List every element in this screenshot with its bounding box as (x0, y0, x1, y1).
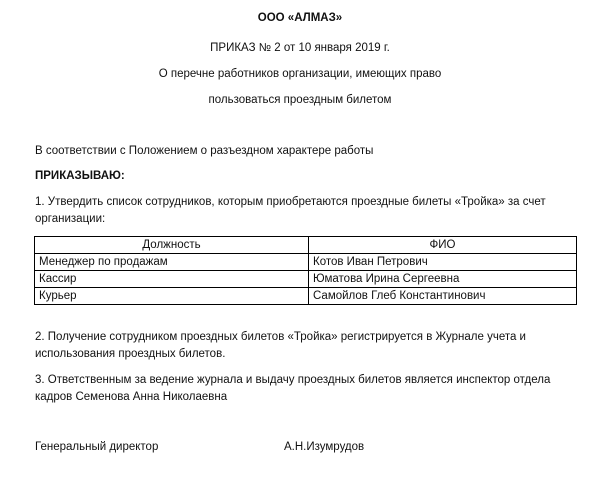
column-header-name: ФИО (309, 237, 577, 254)
item-2-line-1: 2. Получение сотрудником проездных билетов «Тройка» регистрируется в Журнале учета и (35, 331, 526, 343)
cell-name: Юматова Ирина Сергеевна (309, 271, 577, 288)
cell-name: Котов Иван Петрович (309, 254, 577, 271)
order-title: ПРИКАЗ № 2 от 10 января 2019 г. (210, 42, 390, 54)
basis-text: В соответствии с Положением о разъездном характере работы (35, 145, 374, 157)
signature-position: Генеральный директор (35, 441, 159, 453)
cell-name: Самойлов Глеб Константинович (309, 288, 577, 305)
table-row (35, 254, 577, 271)
item-3-line-2: кадров Семенова Анна Николаевна (35, 391, 228, 403)
signature-name: А.Н.Изумрудов (284, 441, 365, 453)
item-3-line-1: 3. Ответственным за ведение журнала и выдачу проездных билетов является инспектор отдела (35, 374, 551, 386)
column-header-position: Должность (35, 237, 309, 254)
order-subject-line-1: О перечне работников организации, имеющих право (158, 68, 442, 80)
company-name: ООО «АЛМАЗ» (257, 12, 343, 24)
table-header-row (35, 237, 577, 254)
cell-position: Курьер (35, 288, 309, 305)
order-subject-line-2: пользоваться проездным билетом (208, 94, 392, 106)
item-1-line-2: организации: (35, 213, 106, 225)
item-2-line-2: использования проездных билетов. (35, 348, 226, 360)
table-row (35, 271, 577, 288)
cell-position: Менеджер по продажам (35, 254, 309, 271)
staff-table (34, 236, 577, 305)
item-1-line-1: 1. Утвердить список сотрудников, которым приобретаются проездные билеты «Тройка» за счет (35, 196, 546, 208)
table-row (35, 288, 577, 305)
order-word: ПРИКАЗЫВАЮ: (35, 170, 125, 182)
cell-position: Кассир (35, 271, 309, 288)
